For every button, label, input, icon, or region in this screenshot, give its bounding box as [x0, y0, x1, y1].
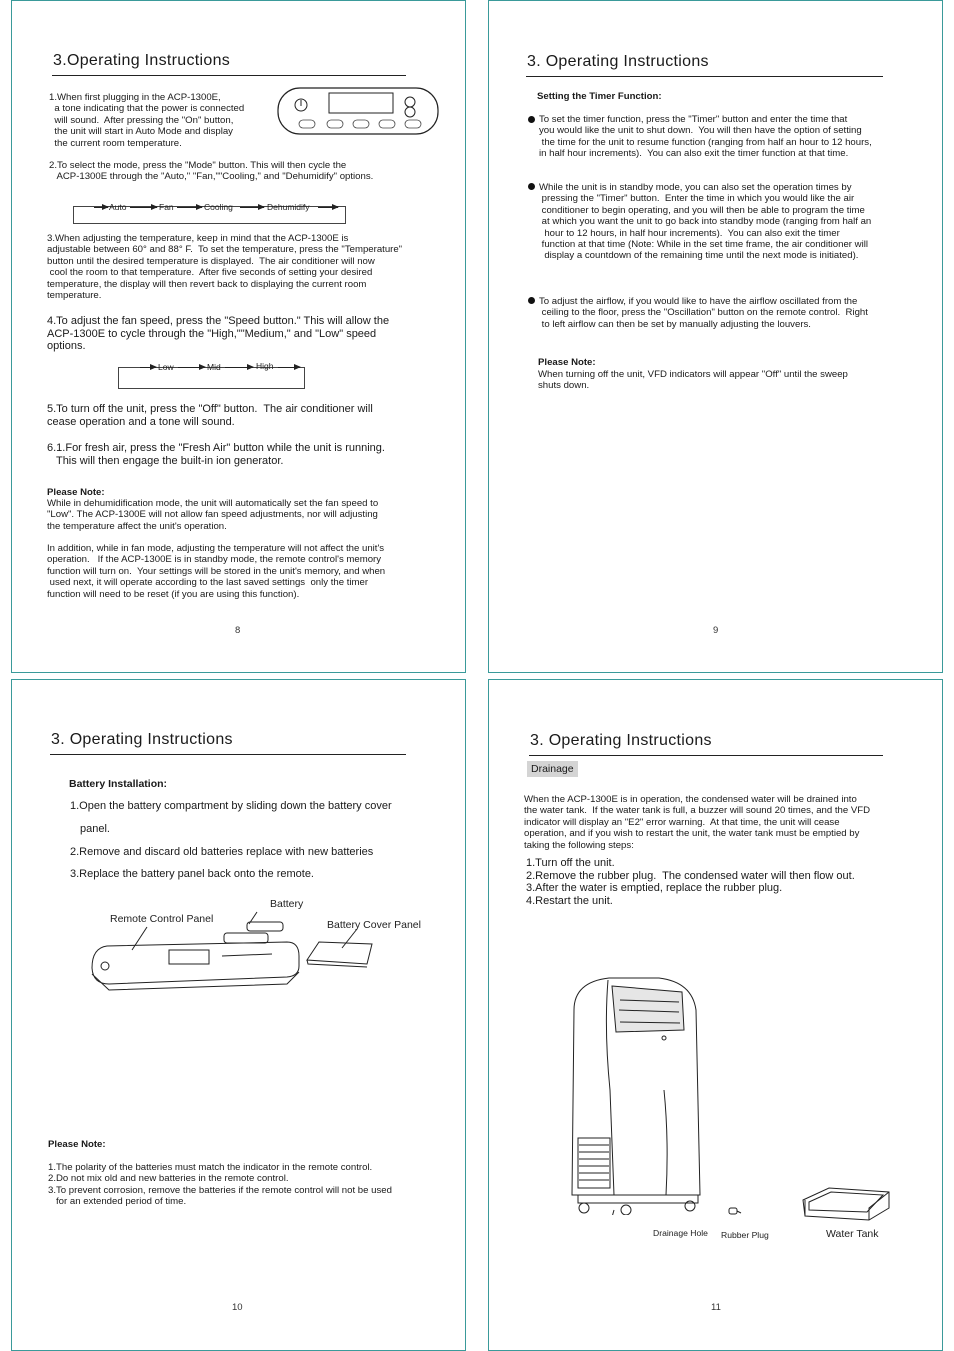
flow-arrow: [178, 367, 205, 368]
label-remote-control-panel: Remote Control Panel: [110, 913, 214, 925]
step-1-text: 1.When first plugging in the ACP-1300E, a tone indicating that the power is connected will sound. After pressing the "On" button, the unit will start in Auto Mode and display the current room temperature.: [49, 92, 245, 149]
page-number: 9: [713, 625, 719, 636]
drainage-intro: When the ACP-1300E is in operation, the condensed water will be drained into the water tank. If the water tank is full, a buzzer will sound 20 times, and the VFD indicator will display an "E2" error warning. At that time, the unit will cease operation, and if you wish to restart the unit, the water tank must be emptied by taking the following steps:: [524, 794, 871, 851]
page-9: [488, 0, 943, 673]
note-text: 1.The polarity of the batteries must match the indicator in the remote control. 2.Do not mix old and new batteries in the remote control. 3.To prevent corrosion, remove the batteries if the remote control will not be used for an extended period of time.: [48, 1162, 392, 1208]
bullet-icon: [528, 297, 535, 304]
page-number: 10: [232, 1302, 243, 1313]
page-number: 11: [711, 1302, 721, 1313]
display-window: [329, 93, 393, 113]
label-battery: Battery: [270, 898, 304, 910]
page-title: 3.Operating Instructions: [53, 52, 231, 69]
label-rubber-plug: Rubber Plug: [721, 1230, 769, 1240]
battery-subheading: Battery Installation:: [69, 778, 168, 790]
step-2-text: 2.To select the mode, press the "Mode" button. This will then cycle the ACP-1300E through the "Auto," "Fan,""Cooling," and "Dehumidify" options.: [49, 160, 374, 183]
speed-mid: Mid: [207, 362, 221, 372]
battery-step-2: 2.Remove and discard old batteries replace with new batteries: [70, 846, 374, 858]
page-10: [11, 679, 466, 1351]
speed-low: Low: [158, 362, 174, 372]
airflow-bullet: To adjust the airflow, if you would like to have the airflow oscillated from the ceiling to the floor, press the "Oscillation" button on the remote control. Right to left airflow can then be set by manually adjusting the louvers.: [539, 296, 868, 330]
label-drainage-hole: Drainage Hole: [653, 1228, 708, 1238]
mode-fan: Fan: [159, 202, 174, 212]
timer-subheading: Setting the Timer Function:: [537, 91, 662, 102]
flow-arrow: [140, 367, 156, 368]
title-rule: [52, 75, 406, 76]
flow-arrow: [240, 207, 264, 208]
flow-arrow: [318, 207, 338, 208]
battery-step-1b: panel.: [80, 823, 110, 835]
water-tank-illustration: [799, 1186, 894, 1226]
flow-arrow: [177, 207, 202, 208]
note-text-1: While in dehumidification mode, the unit will automatically set the fan speed to "Low". The ACP-1300E will not allow fan speed adjustments, nor will adjusting the temperature affect the unit's operation.: [47, 498, 379, 532]
note-heading: Please Note:: [47, 487, 105, 498]
mode-dehumidify: Dehumidify: [267, 202, 310, 212]
mode-cooling: Cooling: [204, 202, 233, 212]
air-conditioner-illustration: [564, 970, 704, 1215]
page-title: 3. Operating Instructions: [530, 732, 712, 749]
step-3-text: 3.When adjusting the temperature, keep in mind that the ACP-1300E is adjustable between 60° and 88° F. To set the temperature, press the "Temperature" button until the desired temperature is displayed. The air conditioner will now cool the room to that temperature. After five seconds of setting your desired temperature, the display will then revert back to displaying the current room temperature.: [47, 233, 403, 302]
flow-arrow: [278, 367, 300, 368]
title-rule: [529, 755, 883, 756]
drainage-steps: 1.Turn off the unit. 2.Remove the rubber plug. The condensed water will then flow out. 3.After the water is emptied, replace the rubber plug. 4.Restart the unit.: [526, 857, 855, 907]
flow-arrow: [94, 207, 108, 208]
battery-installation-illustration: [87, 908, 387, 993]
step-5-text: 5.To turn off the unit, press the "Off" button. The air conditioner will cease operation and a tone will sound.: [47, 403, 373, 428]
note-text: When turning off the unit, VFD indicators will appear "Off" until the sweep shuts down.: [538, 369, 848, 392]
note-heading: Please Note:: [538, 357, 596, 368]
bullet-icon: [528, 116, 535, 123]
battery-step-1a: 1.Open the battery compartment by sliding down the battery cover: [70, 800, 392, 812]
title-rule: [526, 76, 883, 77]
title-rule: [50, 754, 406, 755]
flow-arrow: [130, 207, 157, 208]
rubber-plug-illustration: [727, 1205, 743, 1217]
page-8: [11, 0, 466, 673]
page-title: 3. Operating Instructions: [527, 53, 709, 70]
control-panel-illustration: [277, 87, 439, 137]
note-heading: Please Note:: [48, 1139, 106, 1150]
step-4-text: 4.To adjust the fan speed, press the "Speed button." This will allow the ACP-1300E to cycle through the "High,""Medium," and "Low" speed options.: [47, 315, 390, 352]
mode-auto: Auto: [109, 202, 127, 212]
note-text-2: In addition, while in fan mode, adjusting the temperature will not affect the unit's operation. If the ACP-1300E is in standby mode, the remote control's memory function will turn on. Your settings will be stored in the unit's memory, and when used next, it will operate according to the last saved settings only the timer function will need to be reset (if you are using this function).: [47, 543, 386, 600]
battery-step-3: 3.Replace the battery panel back onto the remote.: [70, 868, 314, 880]
flow-arrow: [225, 367, 253, 368]
page-title: 3. Operating Instructions: [51, 731, 233, 748]
timer-bullet-2: While the unit is in standby mode, you can also set the operation times by pressing the "Timer" button. Enter the time in which you would like the air conditioner to begin operating, and you will then be able to program the time at which you want the unit to go back into standby mode (ranging from half an hour to 12 hours, in half hour increments). You can also exit the timer function at that time (Note: While in the set time frame, the air conditioner will display a countdown of the remaining time until the next mode is initiated).: [539, 182, 872, 262]
timer-bullet-1: To set the timer function, press the "Timer" button and enter the time that you would like the unit to shut down. You will then have the option of setting the time for the unit to resume function (ranging from half an hour to 12 hours, in half hour increments). You can also exit the timer function at that time.: [539, 114, 872, 160]
speed-high: High: [256, 361, 274, 371]
bullet-icon: [528, 183, 535, 190]
label-water-tank: Water Tank: [826, 1228, 879, 1240]
page-11: [488, 679, 943, 1351]
drainage-badge: Drainage: [527, 761, 578, 777]
step-6-text: 6.1.For fresh air, press the "Fresh Air" button while the unit is running. This will then engage the built-in ion generator.: [47, 442, 385, 467]
label-battery-cover-panel: Battery Cover Panel: [327, 919, 421, 931]
page-number: 8: [235, 625, 241, 636]
